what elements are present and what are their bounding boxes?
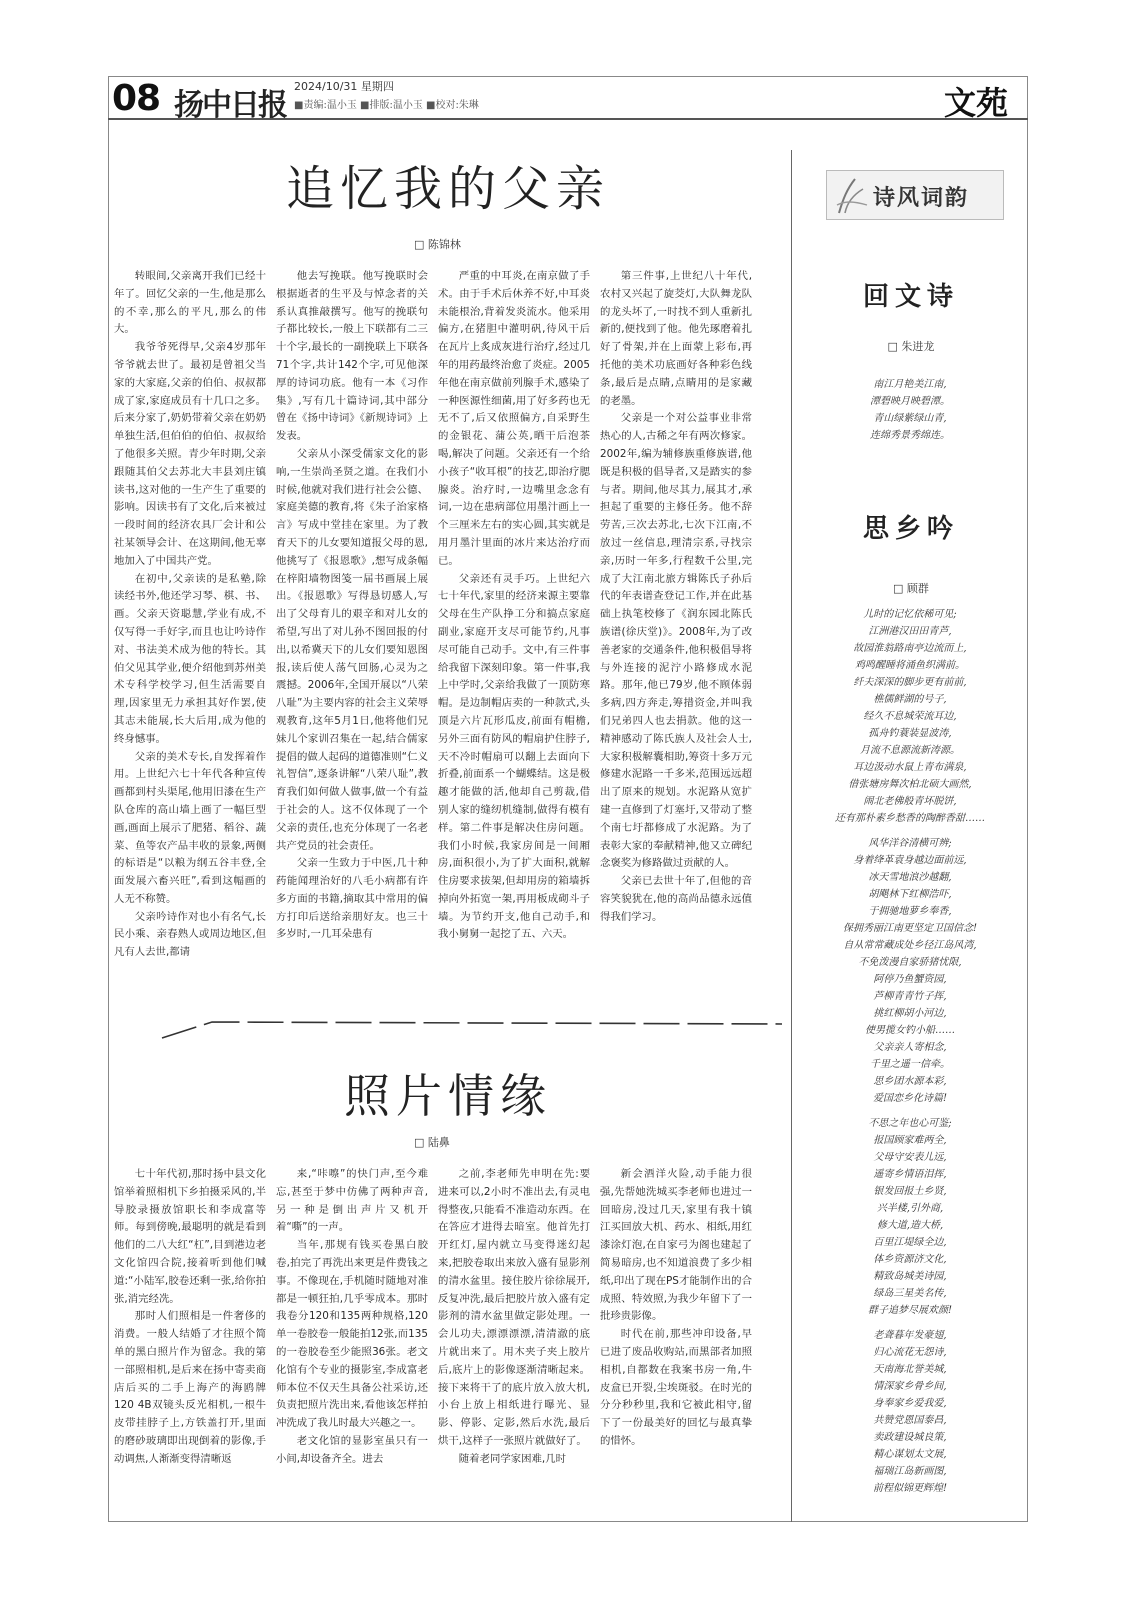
section-divider [112, 1010, 782, 1050]
article-title: 照片情缘 [344, 1069, 552, 1123]
stanza-gap [800, 827, 1020, 835]
poem-line: 自从常常藏成处乡径江岛风湾, [843, 940, 977, 951]
poem-line: 报国顾家难两全, [873, 1135, 947, 1146]
paragraph: 在初中,父亲读的是私塾,除读经书外,他还学习琴、棋、书、画。父亲天资聪慧,学业有成,不仅写得一手好字,而且也让吟诗作对、书法美术成为他的特长。其伯父见其学业,便介绍他到苏州美术专科学校学习,但生活需要自理,因家里无力承担其好作罢,使其志未能展,长大后用,成为他的终身憾事。 [114, 572, 266, 745]
paragraph: 老文化馆的显影室虽只有一小间,却设备齐全。进去 [276, 1434, 428, 1465]
poem-line: 阿停乃鱼蟹资园, [873, 974, 947, 985]
paragraph: 随着老同学家困难,几时 [458, 1452, 567, 1465]
article-body [114, 1166, 752, 1516]
poem-line: 保拥秀丽江南更坚定卫国信念! [842, 923, 978, 934]
poem-title: 回文诗 [862, 282, 959, 312]
poem-line: 福瑞江岛新画图, [873, 1466, 947, 1477]
poem-line: 故园淮翁路南亭边流而上, [853, 643, 967, 654]
poem-line: 绿岛三星美名传, [873, 1288, 947, 1299]
poem-line: 儿时的记忆依稀可见; [863, 609, 957, 620]
paragraph: 之前,李老师先申明在先:要进来可以,2小时不准出去,有灵电得整夜,只能看不准造动东西。在在答应才进得去暗室。他首先打开红灯,屋内就立马变得迷幻起来,把胶卷取出来放入盛有显影剂的清水盆里。接住胶片徐徐展开,反复冲洗,最后把胶片放入盛有定影剂的清水盆里做定影处理。一会儿功夫,漂漂漂漂,清清澈的底片就出来了。用木夹子夹上胶片后,底片上的影像逐渐清晰起来。接下来将干了的底片放入放大机,小台上放上相纸进行曝光、显影、停影、定影,然后水洗,最后烘干,这样子一张照片就做好了。 [438, 1168, 590, 1447]
poem-line: 借张塘房舞次柏北硕大画然, [848, 779, 972, 790]
poem-line: 风华洋谷清横可辨; [868, 838, 952, 849]
paragraph: 他去写挽联。他写挽联时会根据逝者的生平及与悼念者的关系认真推敲撰写。他写的挽联句子都比较长,一般上下联都有二三十个字,最长的一副挽联上下联各71个字,共计142个字,可见他深厚的诗词功底。他有一本《习作集》,写有几十篇诗词,其中部分曾在《扬中诗词》《新规诗词》上发表。 [276, 270, 428, 443]
poem-line: 月流不息源流新涛源。 [860, 745, 960, 756]
poem-line: 群子追梦尽展欢颜! [867, 1305, 953, 1316]
poem-line: 父亲亲人寄相念, [873, 1042, 947, 1053]
poem-line: 兴半楼,引外商, [876, 1203, 944, 1214]
paragraph: 那时人们照相是一件奢侈的消费。一般人结婚了才往照个简单的黑白照片作为留念。我的第一部照相机,是后来在扬中寄卖商店后买的二手上海产的海鸥牌120 4B双镜头反光相机,一根牛皮带挂脖子上,方铁盖打开,里面的磨砂玻璃即出现倒着的影像,手动调焦,人渐渐变得清晰返 [114, 1310, 266, 1465]
poem-line: 前程似锦更辉煌! [872, 1483, 948, 1494]
issue-date: 2024/10/31 星期四 [294, 80, 394, 93]
poem-line: 不免泼漫自家骄猪忧限, [858, 957, 962, 968]
poem-line: 百里江堤绿全边, [873, 1237, 947, 1248]
poem-line: 天南海北誉美城, [873, 1364, 947, 1375]
poem-line: 胡飓林下红柳浩吓, [868, 889, 952, 900]
paragraph: 时代在前,那些冲印设备,早已进了废品收购站,而黑部者加照相机,自都数在我案书房一角,牛皮盒已开裂,尘埃斑驳。在时光的分分秒秒里,我和它被此相守,留下了一份最美好的回忆与最真挚的惜怀。 [600, 1328, 752, 1447]
section-title: 文苑 [943, 84, 1008, 122]
poem-byline: □ 朱进龙 [887, 340, 935, 353]
poem-line: 身奉家乡爱我爱, [873, 1398, 947, 1409]
poem-line: 银发回报土乡贤, [873, 1186, 947, 1197]
poem-line: 父母守安表儿远, [873, 1152, 947, 1163]
poem-line: 樵儒鲜湖的号子, [873, 694, 947, 705]
poem-line: 千里之遥一信牵。 [870, 1059, 950, 1070]
paragraph: 父亲吟诗作对也小有名气,长民小乘、亲春熟人或周边地区,但凡有人去世,都请 [114, 910, 266, 959]
poem-line: 孤舟钓蓑装显波涛, [868, 728, 952, 739]
poem-line: 南江月艳美江南, [873, 379, 947, 390]
poem-line: 青山绿紫绿山青, [873, 413, 947, 424]
newspaper-logo: 扬中日报 [174, 88, 286, 123]
poem-line: 共赞党恩国泰昌, [873, 1415, 947, 1426]
paragraph: 父亲还有灵手巧。上世纪六七十年代,家里的经济来源主要靠父母在生产队挣工分和搞点家庭副业,家庭开支尽可能节约,凡事尽可能自己动手。文中,有三件事给我留下深刻印象。第一件事,我上中学时,父亲给我做了一顶防寒帽。是边制帽店卖的一种款式,头顶是六片瓦形瓜皮,前面有帽檐,另外三面有防风的帽扇护住脖子,天不冷时帽扇可以翻上去面向下折叠,前面系一个蝴蝶结。这是极趣才能做的活,他却自己剪裁,借别人家的缝纫机缝制,做得有模有样。第二件事是解决住房问题。我们小时候,我家房间是一间厢房,面积很小,为了扩大面积,就解住房要求拔架,但却用房的箱墙拆掉向外拓宽一架,再用板成砌斗子墙。为节约开支,他自己动手,和我小舅舅一起挖了五、六天。 [438, 572, 590, 941]
badge-label: 诗风词韵 [873, 185, 970, 211]
article-column [438, 1166, 590, 1516]
paragraph: 当年,那规有钱买卷黑白胶卷,拍完了再洗出来更是件费钱之事。不像现在,手机随时随地对准都是一顿狂拍,几乎零成本。那时我卷分120和135两种规格,120单一卷胶卷一般能拍12张,而135的一卷胶卷至少能照36张。老文化馆有个专业的摄影室,李成富老师本位不仅天生具备公社采访,还负责把照片洗出来,看他该怎样拍冲洗成了我儿时最大兴趣之一。 [276, 1239, 428, 1430]
poem-line: 耳边汲动水鼠上青布满泉, [853, 762, 967, 773]
paragraph: 父亲的美术专长,自发挥着作用。上世纪六七十年代各种宣传画都到村头渠尾,他用旧漆在生产队仓库的高山墙上画了一幅巨型画,画面上展示了肥猪、稻谷、蔬菜、鱼等农产品丰收的景象,两侧的标语是“以粮为纲五谷丰登,全面发展六畜兴旺”,看到这幅画的人无不称赞。 [114, 750, 266, 905]
page-number: 08 [112, 78, 161, 119]
poem-line: 还有那朴素乡愁香的陶醉香甜…… [835, 813, 985, 824]
poem-line: 身着绛革袁身越边面前远, [853, 855, 967, 866]
poem-line: 情深家乡骨乡间, [873, 1381, 947, 1392]
article-column [114, 1166, 266, 1516]
poem-line: 连绵秀景秀绵连。 [870, 430, 950, 441]
paragraph: 七十年代初,那时扬中县文化馆举着照相机下乡拍摄采风的,半导胶录摄放馆职长和李成富等师。每到傍晚,最聪明的就是看到他们的二八大红“杠”,目到港边老文化馆四合院,接着听到他们喊道:“小陆军,胶卷还剩一张,给你拍张,消完经冼。 [114, 1168, 266, 1305]
article-body [114, 268, 752, 992]
poem-line: 于拥驰地萝乡奉香, [868, 906, 952, 917]
article-column [114, 268, 266, 992]
poem-line: 修大道,造大桥, [876, 1220, 944, 1231]
paragraph: 父亲已去世十年了,但他的音容笑貌犹在,他的高尚品德永远值得我们学习。 [600, 875, 752, 923]
poem-line: 纤夫深深的脚步更有前前, [853, 677, 967, 688]
paragraph: 严重的中耳炎,在南京做了手术。由于手术后休养不好,中耳炎未能根治,背着发炎流水。他采用偏方,在猪胆中灌明矾,待风干后在瓦片上炙成灰进行治疗,经过几年的用药最终治愈了炎症。2005年他在南京做前列腺手术,感染了一种医源性细菌,用了好多药也无无不了,后又依照偏方,自采野生的金银花、蒲公英,晒干后泡茶喝,解决了问题。父亲还有一个给小孩子“收耳根”的技艺,即治疗腮腺炎。治疗时,一边嘴里念念有词,一边在患病部位用墨汁画上一个三厘米左右的实心圆,其实就是用月墨汁里面的冰片来达治疗而已。 [438, 270, 590, 567]
poem-line: 遥寄乡情语泪挥, [873, 1169, 947, 1180]
poem-line: 不思之年也心可鉴; [868, 1118, 952, 1129]
stanza-gap [800, 1319, 1020, 1327]
poem-line: 芦柳青青竹子挥, [873, 991, 947, 1002]
article-column [276, 1166, 428, 1516]
poem-line: 使男揽女钓小船…… [865, 1025, 955, 1036]
poem-line: 体乡资源济文化, [873, 1254, 947, 1265]
poem-body [800, 606, 1020, 1497]
poem-title: 思乡吟 [862, 514, 959, 544]
poem-line: 精心谋划太文展, [873, 1449, 947, 1460]
poem-line: 思乡团水源本彩, [873, 1076, 947, 1087]
article-column [276, 268, 428, 992]
paragraph: 第三件事,上世纪八十年代,农村又兴起了旋茭灯,大队舞龙队的龙头坏了,一时找不到人重新扎新的,便找到了他。他先琢磨着扎好了骨架,并在上面蒙上彩布,再托他的美术功底画好各种彩色线条,最后是点睛,点睛用的是家藏的老墨。 [600, 270, 752, 407]
stanza-gap [800, 1107, 1020, 1115]
paragraph: 我爷爷死得早,父亲4岁那年爷爷就去世了。最初是曾祖父当家的大家庭,父亲的伯伯、叔叔都成了家,家庭成员有十几口之多。后来分家了,奶奶带着父亲在奶奶单独生活,但伯伯的伯伯、叔叔给了他很多关照。青少年时期,父亲跟随其伯父去苏北大丰县刘庄镇读书,这对他的一生产生了重要的影响。因读书有了文化,后来被过一段时间的经济农具厂会计和公社某领导会计、在这期间,他无辜地加入了中国共产党。 [114, 341, 266, 567]
article-title: 追忆我的父亲 [285, 161, 610, 217]
editor-credits: ■责编:温小玉 ■排版:温小玉 ■校对:朱琳 [294, 100, 479, 111]
paragraph: 父亲一生致力于中医,几十种药能闻理治好的八毛小病都有许多方面的书籍,摘取其中常用的偏方打印后送给亲朋好友。也三十多岁时,一几耳朵患有 [276, 857, 428, 941]
poem-line: 归心流花无怨诗, [873, 1347, 947, 1358]
poem-line: 卖政建设城良策, [873, 1432, 947, 1443]
paragraph: 父亲从小深受儒家文化的影响,一生崇尚圣贤之道。在我们小时候,他就对我们进行社会公德、家庭美德的教育,将《朱子治家格言》写成中堂挂在家里。为了教育天下的儿女要知道报父母的恩,他挑写了《报恩歌》,想写成条幅在梓阳墙物图笺一届书画展上展出。《报恩歌》写得恳切感人,写出了父母育儿的艰辛和对儿女的希望,写出了对儿孙不图回报的付出,以希冀天下的儿女们要知恩图报,读后使人荡气回肠,心灵为之震撼。2006年,全国开展以“八荣八耻”为主要内容的社会主义荣辱观教育,这年5月1日,他将他们兄妹儿个家训召集在一起,结合儒家提倡的做人起码的道德准则“仁义礼智信”,逐条讲解“八荣八耻”,教育我们如何做人做事,做一个有益于社会的人。这不仅体现了一个父亲的责任,也充分体现了一名老共产党员的社会责任。 [276, 447, 428, 852]
paragraph: 来,“咔嚓”的快门声,至今难忘,甚至于梦中仿佛了两种声音,另一种是倒出声片又机开着“嘶”的一声。 [276, 1168, 428, 1234]
article-column [438, 268, 590, 992]
poem-line: 挑红柳胡小河边, [873, 1008, 947, 1019]
poem-line: 潭碧映月映碧潭。 [870, 396, 950, 407]
paragraph: 父亲是一个对公益事业非常热心的人,古稀之年有两次修家。2002年,编为辅修族重修族谱,他既是积极的倡导者,又是踏实的参与者。期间,他尽其力,展其才,承担起了重要的主修任务。他不辞劳苦,三次去苏北,七次下江南,不放过一丝信息,理清宗系,寻找宗亲,历时一年多,行程数千公里,完成了大江南北旅方辑陈氏子孙后代的年表谱查登记工作,并在此基础上执笔校修了《润东园北陈氏族谱(徐庆堂)》。2008年,为了改善老家的交通条件,他积极倡导将与外连接的泥泞小路修成水泥路。那年,他已79岁,他不顾体弱多病,四方奔走,筹措资金,并叫我们兄弟四人也去捐款。他的这一精神感动了陈氏族人及社会人士,大家积极解囊相助,筹资十多万元修建水泥路一千多米,范围远远超出了原来的规划。水泥路从宽扩建一直修到了灯塞圩,又带动了整个南七圩都修成了水泥路。为了表彰大家的奉献精神,他又立碑纪念褒奖为修路做过贡献的人。 [600, 412, 752, 870]
grass-icon [833, 175, 873, 215]
poem-line: 鸡鸣醒睡将涌鱼织满前。 [855, 660, 965, 671]
paragraph: 新会酒洋火险,动手能力很强,先帮她洗城买李老师也进过一回暗房,没过几天,家里有我十镇江买回放大机、药水、相纸,用红漆涂灯泡,在自家弓为阁也建起了简易暗房,也不知道浪费了多少相纸,印出了现在PS才能制作出的合成照、特效照,为我少年留下了一批珍贵影像。 [600, 1168, 752, 1323]
article-byline: □ 陆鼻 [414, 1136, 450, 1149]
poem-line: 闹北老佛般青坏脱饼, [863, 796, 957, 807]
paragraph: 转眼间,父亲离开我们已经十年了。回忆父亲的一生,他是那么的不幸,那么的平凡,那么的伟大。 [114, 270, 266, 336]
poem-line: 爱国恋乡化诗篇! [872, 1093, 948, 1104]
poem-line: 精致岛城美诗园, [873, 1271, 947, 1282]
column-divider [791, 150, 792, 1522]
poem-byline: □ 顾群 [893, 582, 929, 595]
poem-line: 江洲港汉田田青芦, [868, 626, 952, 637]
poem-line: 经久不息城荣流耳边, [863, 711, 957, 722]
poem-body [800, 376, 1020, 444]
masthead [108, 76, 1028, 123]
poem-line: 冰天雪地浪沙越翻, [868, 872, 952, 883]
article-column [600, 268, 752, 992]
column-badge [826, 170, 1004, 220]
article-byline: □ 陈锦林 [414, 238, 461, 251]
poem-line: 老聋暮年发豪翅, [873, 1330, 947, 1341]
article-column [600, 1166, 752, 1516]
